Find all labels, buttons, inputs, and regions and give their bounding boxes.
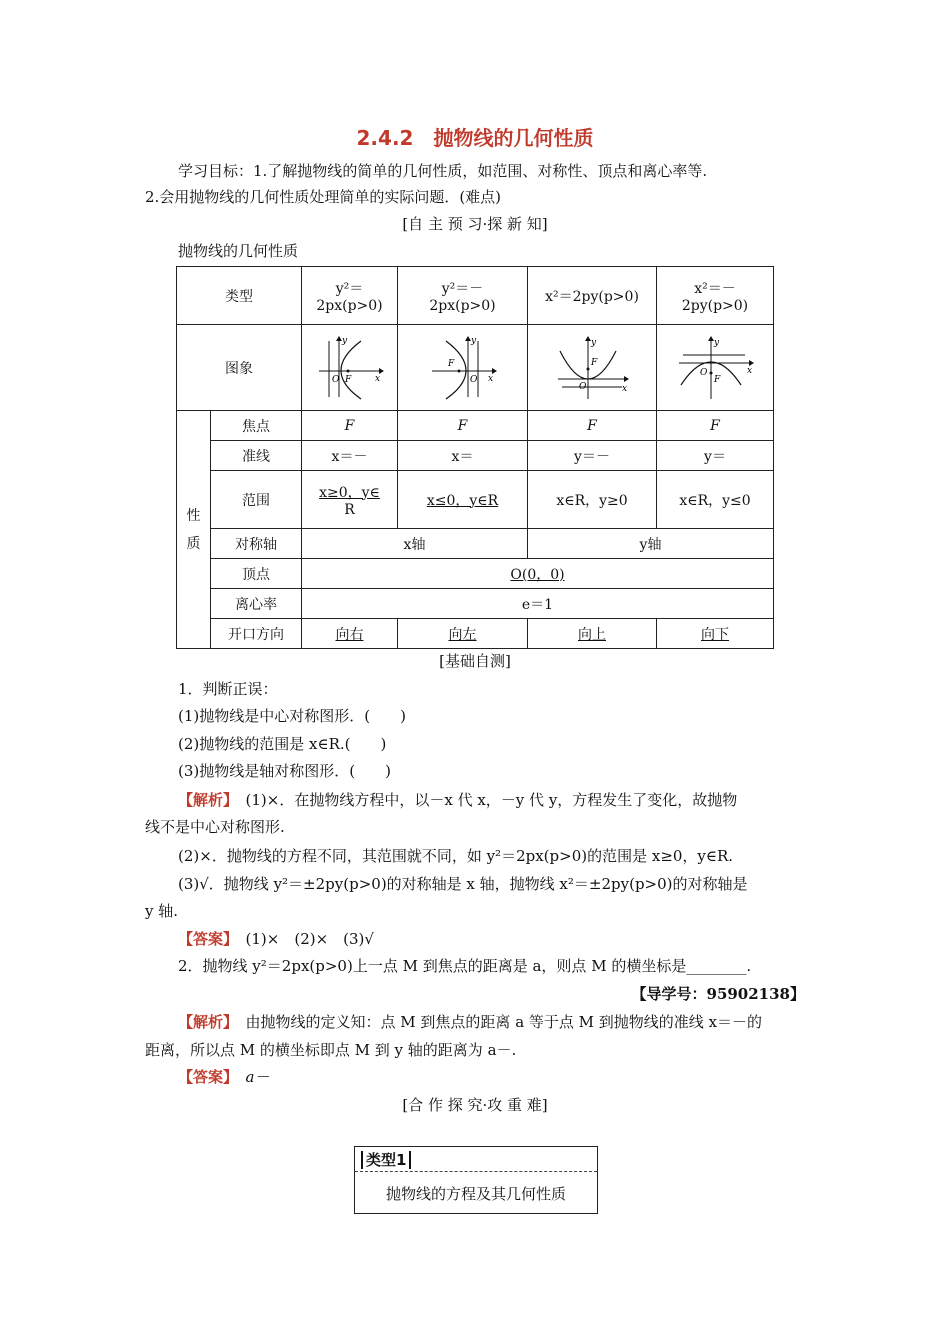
q1-item: (1)抛物线是中心对称图形．( ) [178, 707, 406, 725]
svg-text:y: y [341, 335, 347, 346]
graph-right-cell [302, 325, 398, 411]
type-cell: y²＝ 2px(p>0) [302, 267, 398, 325]
parabola-down-graph [673, 335, 757, 401]
section-heading-preview: [自 主 预 习·探 新 知] [402, 215, 548, 233]
directrix-cell: y＝－ [528, 441, 657, 471]
svg-text:F: F [344, 374, 351, 385]
parabola-right-graph [315, 335, 385, 401]
vertex-label: 顶点 [211, 559, 302, 589]
directrix-cell: x＝－ [302, 441, 398, 471]
range-label: 范围 [211, 471, 302, 529]
q1-analysis-line: (2)×．抛物线的方程不同，其范围就不同，如 y²＝2px(p>0)的范围是 x≥0，y∈R. [178, 847, 734, 865]
type-cell: x²＝－ 2py(p>0) [657, 267, 774, 325]
answer-tag: 【答案】 [178, 930, 231, 948]
opening-cell: 向下 [657, 619, 774, 649]
focus-label: 焦点 [211, 411, 302, 441]
graph-up-cell [528, 325, 657, 411]
guide-number: 【导学号：95902138】 [631, 985, 805, 1003]
svg-text:x: x [487, 373, 493, 384]
properties-table [176, 266, 774, 649]
type-cell: x²＝2py(p>0) [528, 267, 657, 325]
parabola-left-graph [428, 335, 498, 401]
q1-analysis-line: 线不是中心对称图形. [145, 818, 285, 836]
goals-line-2: 2.会用抛物线的几何性质处理简单的实际问题．(难点) [145, 188, 502, 206]
self-test-heading: [基础自测] [439, 652, 511, 670]
svg-text:y: y [470, 335, 476, 346]
range-cell: x≥0，y∈ R [302, 471, 398, 529]
opening-label: 开口方向 [211, 619, 302, 649]
svg-text:F: F [447, 358, 454, 369]
answer-tag: 【答案】 [178, 1068, 231, 1086]
goals-line-1: 学习目标：1.了解抛物线的简单的几何性质，如范围、对称性、顶点和离心率等. [178, 162, 708, 180]
vertex-cell: O(0，0) [302, 559, 774, 589]
parabola-up-graph [552, 335, 632, 401]
range-cell: x≤0，y∈R [398, 471, 528, 529]
focus-cell: F [302, 411, 398, 441]
svg-text:y: y [591, 337, 597, 348]
q1-item: (3)抛物线是轴对称图形．( ) [178, 762, 391, 780]
focus-cell: F [398, 411, 528, 441]
svg-text:x: x [374, 373, 380, 384]
svg-text:x: x [622, 383, 628, 394]
type-box [354, 1146, 598, 1214]
range-cell: x∈R，y≤0 [657, 471, 774, 529]
svg-text:F: F [714, 374, 721, 385]
directrix-cell: x＝ [398, 441, 528, 471]
q1-item: (2)抛物线的范围是 x∈R.( ) [178, 735, 387, 753]
section-heading-explore: [合 作 探 究·攻 重 难] [402, 1096, 548, 1114]
axis-cell: y轴 [528, 529, 774, 559]
svg-text:O: O [469, 374, 477, 385]
q1-analysis-line: (3)√．抛物线 y²＝±2py(p>0)的对称轴是 x 轴，抛物线 x²＝±2py(p>0)的对称轴是 [178, 875, 748, 893]
svg-text:O: O [700, 367, 708, 378]
svg-text:F: F [591, 357, 598, 368]
range-cell: x∈R，y≥0 [528, 471, 657, 529]
svg-text:x: x [747, 365, 753, 376]
type-subtitle: 抛物线的方程及其几何性质 [385, 1185, 566, 1203]
property-label: 性质 [177, 411, 211, 649]
svg-text:O: O [331, 374, 339, 385]
q1-stem: 1．判断正误： [178, 680, 278, 698]
q2-stem: 2．抛物线 y²＝2px(p>0)上一点 M 到焦点的距离是 a，则点 M 的横坐标是________. [178, 957, 752, 975]
opening-cell: 向上 [528, 619, 657, 649]
svg-text:y: y [714, 337, 720, 348]
dashed-divider [355, 1171, 597, 1172]
axis-label: 对称轴 [211, 529, 302, 559]
directrix-label: 准线 [211, 441, 302, 471]
table-caption: 抛物线的几何性质 [178, 242, 299, 260]
q2-answer-line: 【答案】 a－ [178, 1068, 270, 1086]
q1-analysis-line: 【解析】 (1)×．在抛物线方程中，以－x 代 x，－y 代 y，方程发生了变化，故抛物 [178, 791, 738, 809]
eccentricity-label: 离心率 [211, 589, 302, 619]
focus-cell: F [657, 411, 774, 441]
q1-answer-line: 【答案】 (1)× (2)× (3)√ [178, 930, 374, 948]
q2-analysis-line: 【解析】 由抛物线的定义知：点 M 到焦点的距离 a 等于点 M 到抛物线的准线 x＝－的 [178, 1013, 763, 1031]
q2-analysis-line: 距离，所以点 M 的横坐标即点 M 到 y 轴的距离为 a－. [145, 1041, 517, 1059]
type-label: 类型 [177, 267, 302, 325]
image-label: 图象 [177, 325, 302, 411]
svg-text:O: O [579, 381, 587, 392]
eccentricity-cell: e＝1 [302, 589, 774, 619]
analysis-tag: 【解析】 [178, 1013, 231, 1031]
directrix-cell: y＝ [657, 441, 774, 471]
opening-cell: 向左 [398, 619, 528, 649]
page-title: 2.4.2 抛物线的几何性质 [356, 126, 594, 150]
type-tag: 类型1 [361, 1149, 411, 1170]
graph-down-cell [657, 325, 774, 411]
axis-cell: x轴 [302, 529, 528, 559]
graph-left-cell [398, 325, 528, 411]
focus-cell: F [528, 411, 657, 441]
analysis-tag: 【解析】 [178, 791, 231, 809]
type-cell: y²＝－ 2px(p>0) [398, 267, 528, 325]
q1-analysis-line: y 轴. [145, 902, 179, 920]
opening-cell: 向右 [302, 619, 398, 649]
